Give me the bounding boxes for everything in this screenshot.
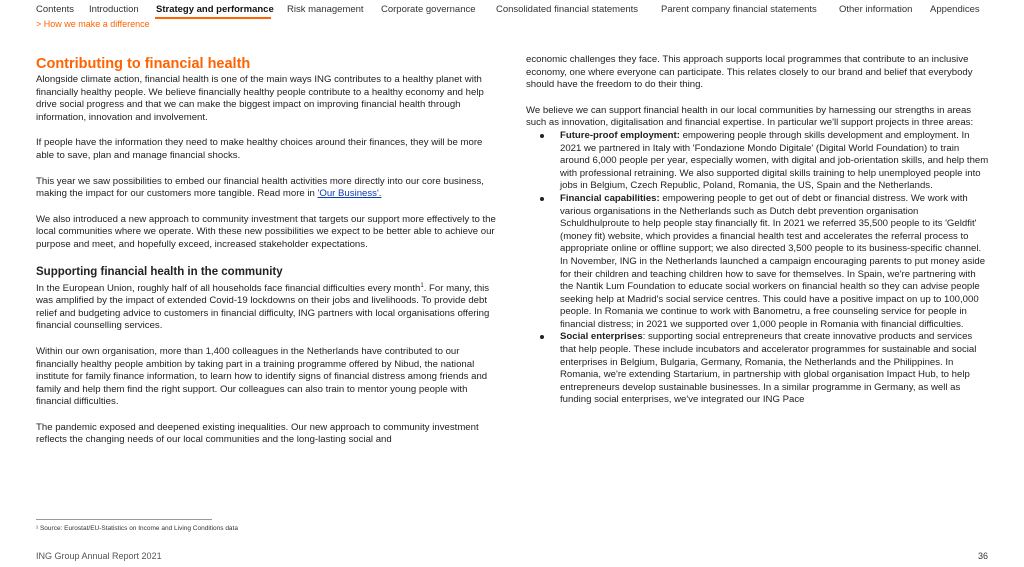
list-item-financial-capabilities <box>560 193 990 332</box>
breadcrumb[interactable]: > How we make a difference <box>36 19 150 29</box>
left-column <box>36 52 498 460</box>
list-item-text: : supporting social entrepreneurs that create innovative products and services that help people. These include incubators and accelerator programmes for sustainable and social enterprises in Belgium, Bulgaria, Germany, Romania, the Netherlands and the Philippines. In Romania, we're extending Startarium, in partnership with global organisation Impact Hub, to help entrepreneurs develop sustainable businesses. In a similar programme in Germany, as well as funding social enterprises, we've integrated our ING Pace <box>560 331 977 406</box>
paragraph <box>36 283 498 333</box>
our-business-link[interactable]: 'Our Business'. <box>317 188 382 200</box>
list-item-text: empowering people to get out of debt or financial distress. We work with various organisations in the Netherlands such as Dutch debt prevention organisation Schuldhulproute to help people stay financially fit. In 2021 we referred 35,500 people to its 'Geldfit' (money fit) website, which provides a financial health test and accelerates the referral process to appropriate online or offline support; we also directed 3,500 people to its business-specific channel. In November, ING in the Netherlands launched a campaign encouraging parents to put money aside for their children and teaching children how to save for themselves. In Spain, we're partnering with the Nantik Lum Foundation to educate social workers on financial health so they can advise people seeking help at Madrid's social service centres. This could have a positive impact on up to 100,000 people. In Romania we continue to work with Banometru, a free counseling service for people in financial distress; in 2021 we supported over 1,000 people in Romania with financial difficulties. <box>560 192 986 330</box>
footnote-marker[interactable]: 1 <box>420 282 424 289</box>
right-column <box>526 54 990 407</box>
nav-item-appendices[interactable]: Appendices <box>930 4 980 15</box>
nav-item-other-information[interactable]: Other information <box>839 4 913 15</box>
report-name: ING Group Annual Report 2021 <box>36 551 162 561</box>
paragraph <box>36 176 498 201</box>
footnote-divider <box>36 519 212 520</box>
paragraph: economic challenges they face. This approach supports local programmes that contribute to an inclusive economy, one where everyone can participate. This relates closely to our brand and belief that everybody should have the freedom to do their thing. <box>526 54 973 91</box>
nav-item-corporate-governance[interactable]: Corporate governance <box>381 4 476 15</box>
nav-item-introduction[interactable]: Introduction <box>89 4 139 15</box>
subsection-title: Supporting financial health in the community <box>36 265 283 278</box>
section-title: Contributing to financial health <box>36 56 251 72</box>
top-navigation <box>36 4 1000 22</box>
paragraph: Alongside climate action, financial health is one of the main ways ING contributes to a healthy planet with financially healthy people. We believe financially healthy people contribute to a healthy economy and help drive social progress and that we can make the biggest impact on improving financial health through information, innovation and involvement. <box>36 74 484 123</box>
nav-item-strategy-and-performance[interactable]: Strategy and performance <box>156 4 274 15</box>
list-item-title: Financial capabilities: <box>560 192 660 204</box>
support-areas-list <box>526 130 990 407</box>
list-item-future-proof-employment <box>560 130 990 193</box>
nav-item-consolidated-financial-statements[interactable]: Consolidated financial statements <box>496 4 639 15</box>
paragraph-text: . For many, this was amplified by the impact of extended Covid-19 lockdowns on their jobs and livelihoods. To provide debt relief and budgeting advice to customers in financial difficulty, ING partners with local organisations offering financial counselling services. <box>36 282 490 332</box>
nav-item-risk-management[interactable]: Risk management <box>287 4 364 15</box>
paragraph-text: In the European Union, roughly half of all households face financial difficulties every month <box>36 282 421 294</box>
list-item-title: Future-proof employment: <box>560 129 680 141</box>
bullet-icon <box>540 197 544 201</box>
paragraph: We also introduced a new approach to community investment that targets our support more effectively to the local communities where we operate. With these new possibilities we expect to be better able to achieve our purpose and meet, and hopefully exceed, increased stakeholder expectations. <box>36 213 496 250</box>
paragraph: Within our own organisation, more than 1,400 colleagues in the Netherlands have contributed to our financially healthy people ambition by taking part in a training programme offered by Nibud, the national institute for family finance information, to learn how to identify signs of financial distress among friends and family and help them find the right support. Our colleagues can also train to mentor young people with financial difficulties. <box>36 345 488 408</box>
bullet-icon <box>540 335 544 339</box>
paragraph: The pandemic exposed and deepened existing inequalities. Our new approach to community investment reflects the changing needs of our local communities and the long-lasting social and <box>36 421 479 446</box>
paragraph: If people have the information they need to make healthy choices around their finances, they will be more able to save, plan and manage financial shocks. <box>36 137 483 161</box>
nav-item-contents[interactable]: Contents <box>36 4 75 15</box>
paragraph: We believe we can support financial health in our local communities by harnessing our strengths in areas such as innovation, digitalisation and financial expertise. In particular we'll support projects in three areas: <box>526 104 974 129</box>
list-item-social-enterprises <box>560 331 990 407</box>
paragraph-text: This year we saw possibilities to embed our financial health activities more directly into our core business, making the impact for our customers more tangible. Read more in <box>36 175 484 200</box>
footnote: ¹ Source: Eurostat/EU-Statistics on Income and Living Conditions data <box>36 525 238 532</box>
list-item-title: Social enterprises <box>560 331 643 343</box>
page-number: 36 <box>977 551 988 561</box>
nav-item-parent-company-financial-statements[interactable]: Parent company financial statements <box>661 4 817 15</box>
bullet-icon <box>540 134 544 138</box>
active-tab-underline <box>155 17 271 19</box>
list-item-text: empowering people through skills development and employment. In 2021 we partnered in Italy with 'Fondazione Mondo Digitale' (Digital World Foundation) to train around 6,000 people per year, especially women, with digital and job-orientation skills, and help them with professional retraining. We also supported digital skills training to help unemployed people into jobs in Belgium, Czech Republic, Poland, Romania, the US, Spain and the Netherlands. <box>560 129 989 192</box>
